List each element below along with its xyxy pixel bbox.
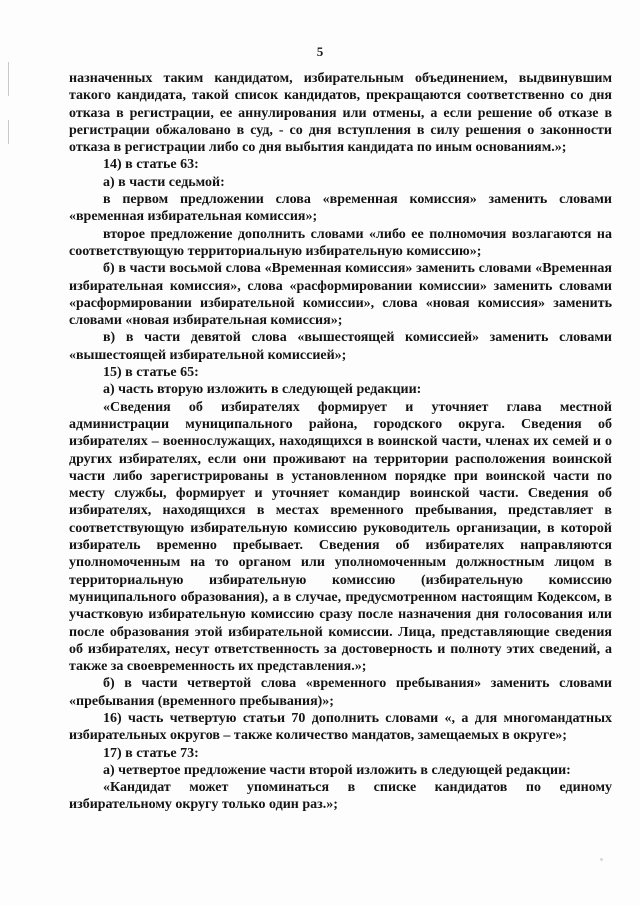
scan-margin-mark [8, 120, 9, 144]
paragraph: 15) в статье 65: [103, 365, 199, 381]
paragraph: а) четвертое предложение части второй изложить в следующей редакции: [103, 762, 571, 778]
paragraph: в первом предложении слова «временная комиссия» заменить словами «временная избирательная комиссия»; [69, 192, 612, 225]
paragraph: «Сведения об избирателях формирует и уточняет глава местной администрации муниципального района, городского округа. Сведения об избирателях – военнослужащих, находящихся в воинской части, членах их семей и о других избирателях, если они проживают на территории расположения воинской части либо зарегистрированы в установленном порядке при воинской части по месту службы, формирует и уточняет командир воинской части. Сведения об избирателях, находящихся в местах временного пребывания, представляет в соответствующую избирательную комиссию руководитель организации, в которой избиратель временно пребывает. Сведения об избирателях направляются уполномоченным на то органом или уполномоченным должностным лицом в территориальную избирательную комиссию (избирательную комиссию муниципального образования), а в случае, предусмотренном настоящим Кодексом, в участковую избирательную комиссию сразу после назначения дня голосования или после образования этой избирательной комиссии. Лица, представляющие сведения об избирателях, несут ответственность за достоверность и полноту этих сведений, а также за своевременность их представления.»; [69, 399, 612, 675]
page-number: 5 [316, 44, 324, 59]
paragraph: а) часть вторую изложить в следующей редакции: [103, 382, 422, 398]
paragraph: б) в части восьмой слова «Временная комиссия» заменить словами «Временная избирательная комиссия», слова «расформировании комиссии» заменить словами «расформировании избирательной комиссии», слова «новая комиссия» заменить словами «новая избирательная комиссия»; [69, 261, 612, 329]
paragraph: б) в части четвертой слова «временного пребывания» заменить словами «пребывания (временного пребывания)»; [69, 676, 612, 709]
scan-speck [600, 858, 603, 861]
paragraph: 17) в статье 73: [103, 745, 199, 761]
scan-margin-mark [8, 62, 9, 96]
paragraph: «Кандидат может упоминаться в списке кандидатов по единому избирательному округу только один раз.»; [69, 780, 612, 813]
paragraph: 14) в статье 63: [103, 157, 199, 173]
paragraph: второе предложение дополнить словами «либо ее полномочия возлагаются на соответствующую территориальную избирательную комиссию»; [69, 226, 612, 259]
paragraph: назначенных таким кандидатом, избирательным объединением, выдвинувшим такого кандидата, такой список кандидатов, прекращаются соответственно со дня отказа в регистрации, ее аннулирования или отмены, а если решение об отказе в регистрации обжаловано в суд, - со дня вступления в силу решения о законности отказа в регистрации либо со дня выбытия кандидата по иным основаниям.»; [69, 71, 612, 156]
paragraph: в) в части девятой слова «вышестоящей комиссией» заменить словами «вышестоящей избирательной комиссией»; [69, 330, 612, 363]
paragraph: 16) часть четвертую статьи 70 дополнить словами «, а для многомандатных избирательных округов – также количество мандатов, замещаемых в округе»; [69, 710, 612, 744]
paragraph: а) в части седьмой: [103, 174, 225, 190]
document-body [69, 70, 612, 814]
